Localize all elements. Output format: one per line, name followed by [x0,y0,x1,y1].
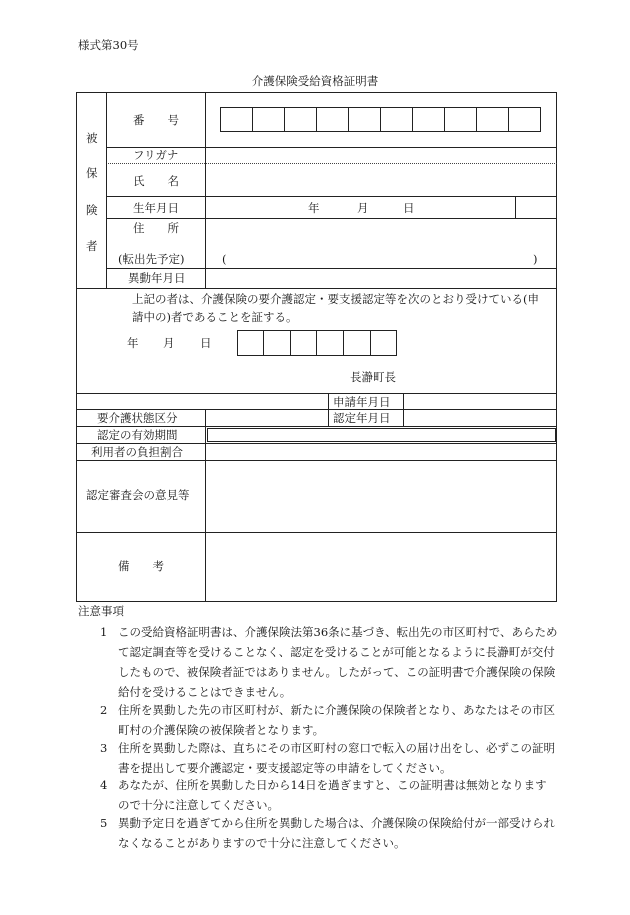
validity-inner-box [207,428,556,442]
row-divider [76,288,557,289]
row-divider [76,426,557,427]
row-divider [106,268,557,269]
row-divider [76,532,557,533]
column-divider [403,393,404,426]
birthdate-label: 生年月日 [133,201,179,215]
burden-ratio-label: 利用者の負担割合 [91,445,183,459]
birth-day-label: 日 [403,201,415,215]
name-label: 氏 名 [133,174,179,188]
note-number: 3 [100,741,108,755]
row-divider [76,460,557,461]
moveout-paren-close: ) [533,252,538,266]
change-date-label: 異動年月日 [128,271,186,285]
row-divider [106,196,557,197]
row-divider [76,409,557,410]
birth-month-label: 月 [357,201,369,215]
page-title: 介護保険受給資格証明書 [251,74,379,88]
number-box-divider [476,107,477,132]
number-box-divider [316,107,317,132]
address-label: 住 所 [133,221,179,235]
insured-label-char: 保 [86,166,98,180]
cert-date-label: 認定年月日 [333,411,391,425]
date-box-divider [370,330,371,356]
issue-date-boxes[interactable] [237,330,397,356]
note-text: この受給資格証明書は、介護保険法第36条に基づき、転出先の市区町村で、あらためて認定調査等を受けることなく、認定を受けることが可能となるように長瀞町が交付したもので、被保険者証ではありません。したがって、この証明書で介護保険の保険給付を受けることはできません。 [118,625,558,699]
date-box-divider [263,330,264,356]
date-box-divider [343,330,344,356]
birth-year-label: 年 [308,201,320,215]
number-box-divider [348,107,349,132]
certification-text: 上記の者は、介護保険の要介護認定・要支援認定等を次のとおり受けている(申請中の)者であることを証する。 [132,292,539,324]
row-divider [76,443,557,444]
column-divider [515,196,516,218]
number-box-divider [380,107,381,132]
note-number: 1 [100,625,108,639]
issue-month-label: 月 [163,336,175,350]
note-text: 住所を異動した先の市区町村が、新たに介護保険の保険者となり、あなたはその市区町村の介護保険の被保険者となります。 [118,703,555,737]
note-number: 2 [100,703,108,717]
remarks-label: 備 考 [118,559,164,573]
number-box-divider [284,107,285,132]
column-divider [106,92,107,288]
date-box-divider [316,330,317,356]
number-box-divider [444,107,445,132]
moveout-label: (転出先予定) [118,252,185,266]
number-box-divider [252,107,253,132]
opinion-label: 認定審査会の意見等 [86,488,190,502]
note-text: 異動予定日を過ぎてから住所を異動した場合は、介護保険の保険給付が一部受けられなくなることがありますので十分に注意してください。 [118,816,555,850]
column-divider [205,92,206,288]
issuer-name: 長瀞町長 [350,370,396,384]
note-number: 4 [100,778,108,792]
column-divider [328,393,329,426]
insured-label-char: 険 [86,203,98,217]
row-divider [106,218,557,219]
issue-day-label: 日 [200,336,212,350]
number-box-divider [508,107,509,132]
row-divider [76,393,557,394]
form-number: 様式第30号 [78,38,139,52]
note-text: 住所を異動した際は、直ちにその市区町村の窓口で転入の届け出をし、必ずこの証明書を提出して要介護認定・要支援認定等の申請をしてください。 [118,741,555,775]
furigana-divider [106,163,557,164]
moveout-paren-open: ( [222,252,227,266]
number-box-divider [412,107,413,132]
insured-label-char: 者 [86,239,98,253]
apply-date-label: 申請年月日 [333,395,391,409]
issue-year-label: 年 [127,336,139,350]
care-level-label: 要介護状態区分 [97,411,178,425]
validity-label: 認定の有効期間 [97,428,178,442]
insured-label-char: 被 [86,131,98,145]
furigana-label: フリガナ [133,148,179,162]
date-box-divider [290,330,291,356]
column-divider [205,409,206,602]
note-text: あなたが、住所を異動した日から14日を過ぎますと、この証明書は無効となりますので十分に注意してください。 [118,778,547,812]
note-number: 5 [100,816,108,830]
notes-heading: 注意事項 [78,604,124,618]
number-label: 番 号 [133,113,179,127]
